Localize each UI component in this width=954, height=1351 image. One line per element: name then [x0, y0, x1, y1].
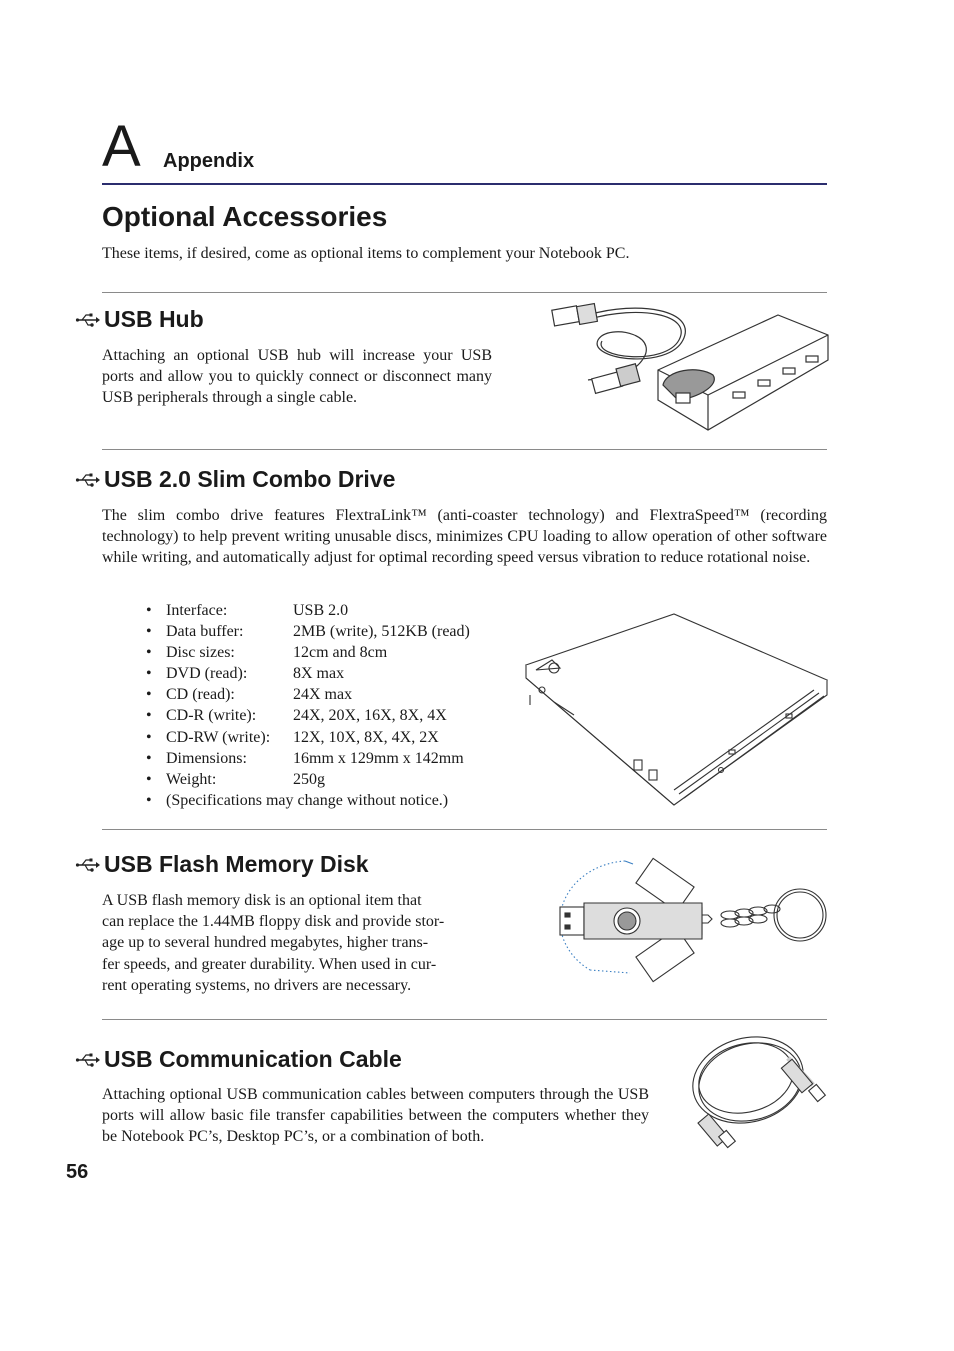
section-heading-comm-cable	[76, 1046, 402, 1073]
usb-hub-illustration	[548, 300, 830, 435]
flash-disk-description	[102, 890, 462, 996]
section-heading-flash-disk	[76, 851, 369, 878]
section-divider	[102, 1019, 827, 1020]
spec-item: • Interface: USB 2.0	[146, 602, 349, 619]
chapter-rule	[102, 183, 827, 185]
spec-item: • Dimensions: 16mm x 129mm x 142mm	[146, 749, 464, 767]
usb-icon	[76, 858, 100, 872]
usb-icon	[76, 313, 100, 327]
comm-cable-description: Attaching optional USB communication cables between computers through the USB ports will allow basic file transfer capabilities between the computers whether they be Notebook PC’s, Desktop PC’s, or a combination of both.	[102, 1086, 649, 1146]
text-line: can replace the 1.44MB floppy disk and provide stor-	[102, 913, 445, 931]
section-divider	[102, 292, 827, 293]
intro-text: These items, if desired, come as optional items to complement your Notebook PC.	[102, 245, 630, 262]
section-title: USB Flash Memory Disk	[104, 851, 369, 877]
text-line: A USB flash memory disk is an optional item that	[102, 892, 422, 909]
text-line: rent operating systems, no drivers are necessary.	[102, 976, 412, 994]
chapter-label: Appendix	[163, 150, 255, 172]
flash-disk-illustration	[530, 855, 830, 980]
spec-item: • Weight: 250g	[146, 770, 325, 788]
section-title: USB Hub	[104, 306, 204, 332]
text-line: age up to several hundred megabytes, higher trans-	[102, 934, 429, 952]
usb-icon	[76, 1053, 100, 1067]
chapter-letter: A	[102, 114, 140, 179]
section-heading-usb-hub	[76, 306, 204, 333]
combo-drive-illustration	[524, 610, 830, 810]
spec-item: • CD (read): 24X max	[146, 686, 353, 704]
usb-icon	[76, 473, 100, 487]
spec-item: • CD-RW (write): 12X, 10X, 8X, 4X, 2X	[146, 728, 439, 746]
comm-cable-illustration	[688, 1030, 830, 1155]
section-heading-combo-drive	[76, 466, 395, 493]
spec-item: • Disc sizes: 12cm and 8cm	[146, 644, 388, 662]
usb-hub-description: Attaching an optional USB hub will increase your USB ports and allow you to quickly connect or disconnect many USB peripherals through a single cable.	[102, 347, 492, 407]
section-title: USB 2.0 Slim Combo Drive	[104, 466, 396, 492]
spec-item: • DVD (read): 8X max	[146, 665, 345, 683]
spec-list	[146, 600, 470, 811]
spec-item: • (Specifications may change without notice.)	[146, 791, 449, 809]
page-number: 56	[66, 1161, 89, 1183]
combo-drive-description: The slim combo drive features FlextraLink™ (anti-coaster technology) and FlextraSpeed™ (recording technology) to help prevent writing unusable discs, minimizes CPU loading to allow operation of other software while writing, and automatically adjust for optimal recording speed versus vibration to reduce rotational noise.	[102, 507, 827, 567]
text-line: fer speeds, and greater durability. When used in cur-	[102, 955, 437, 973]
section-divider	[102, 449, 827, 450]
spec-item: • Data buffer: 2MB (write), 512KB (read)	[146, 623, 470, 641]
section-divider	[102, 829, 827, 830]
section-title: USB Communication Cable	[104, 1046, 402, 1072]
page-title: Optional Accessories	[102, 201, 388, 232]
spec-item: • CD-R (write): 24X, 20X, 16X, 8X, 4X	[146, 707, 447, 725]
